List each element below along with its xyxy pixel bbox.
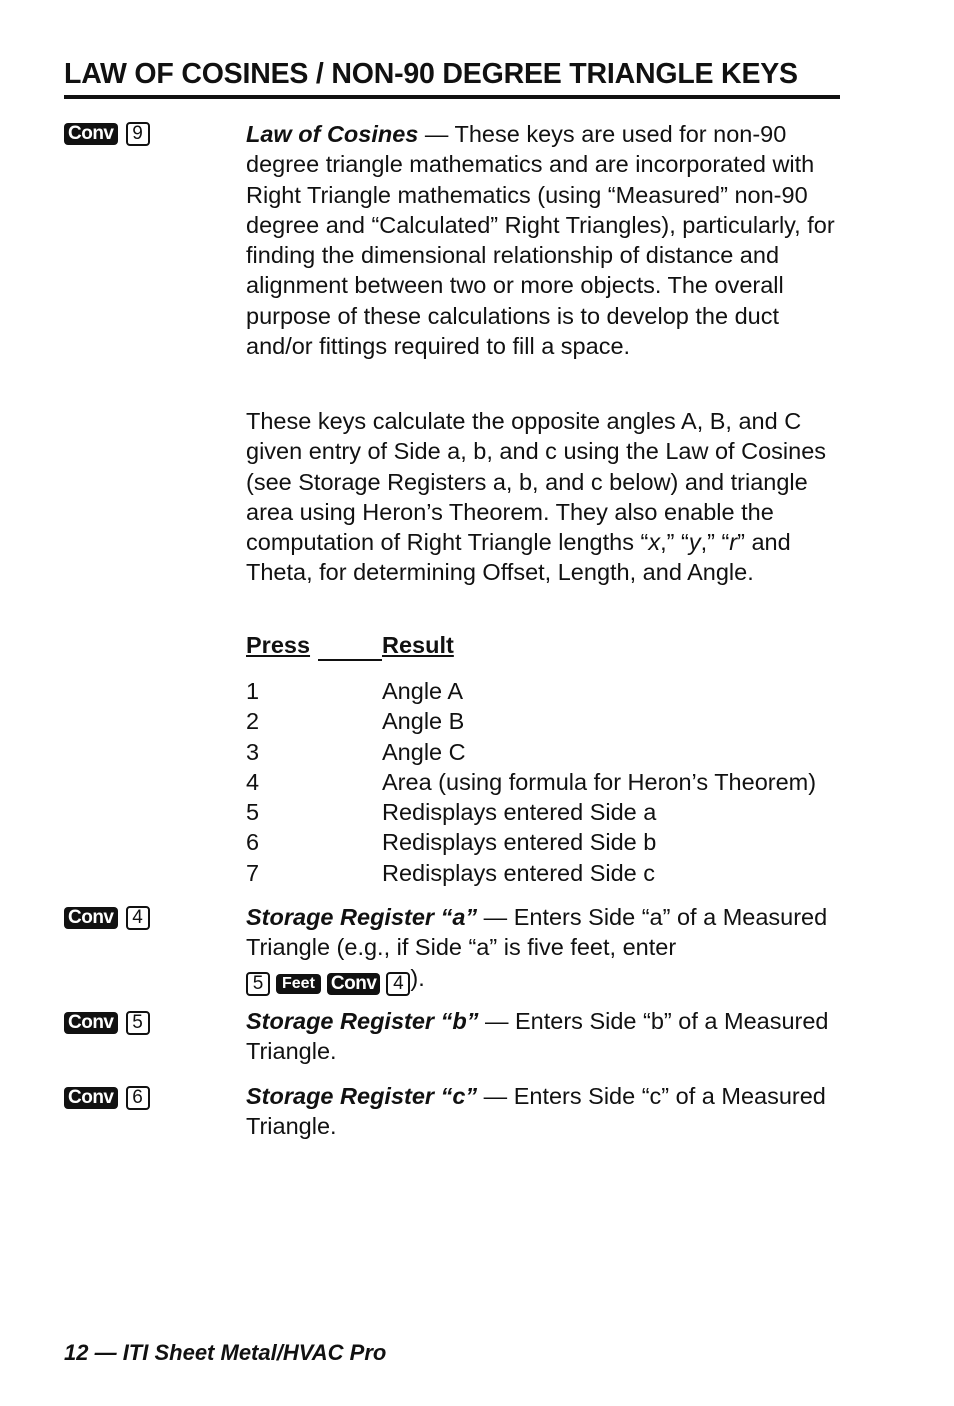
storage-register-c-text: — Enters Side “c” of a Measured Triangle. <box>246 1083 826 1140</box>
storage-register-c-description <box>246 1081 846 1142</box>
result-value: Angle B <box>382 708 465 735</box>
press-value: 3 <box>246 738 260 765</box>
press-value: 4 <box>246 768 260 795</box>
result-value: Redisplays entered Side a <box>382 799 657 826</box>
conv-key: Conv <box>64 1087 118 1109</box>
press-result-table <box>246 676 846 888</box>
conv-key: Conv <box>64 907 118 929</box>
law-of-cosines-description <box>246 119 846 361</box>
result-value: Angle A <box>382 678 464 704</box>
storage-register-a-text: — Enters Side “a” of a Measured Triangle (e.g., if Side “a” is five feet, enter <box>246 904 828 961</box>
result-value: Redisplays entered Side b <box>382 829 657 856</box>
example-key-sequence <box>246 972 410 996</box>
desc2-part3: ,” “ <box>700 529 730 556</box>
page-title: LAW OF COSINES / NON-90 DEGREE TRIANGLE KEYS <box>64 58 840 99</box>
var-x: x <box>648 529 661 556</box>
storage-register-b-description <box>246 1006 846 1067</box>
key-9: 9 <box>126 122 150 146</box>
result-value: Angle C <box>382 738 466 765</box>
desc2-part2: ,” “ <box>660 529 689 556</box>
conv-key: Conv <box>64 123 118 145</box>
table-row <box>246 676 846 706</box>
law-of-cosines-term: Law of Cosines <box>246 121 419 147</box>
conv-6-keys <box>64 1086 150 1110</box>
press-value: 6 <box>246 829 260 856</box>
press-header: Press <box>246 632 311 658</box>
key-4: 4 <box>386 972 410 996</box>
storage-register-a-term: Storage Register “a” <box>246 904 478 930</box>
press-value: 1 <box>246 678 260 704</box>
storage-register-a-description <box>246 902 846 996</box>
table-row <box>246 858 846 888</box>
law-of-cosines-text: — These keys are used for non-90 degree triangle mathematics and are incorporated with Right Triangle mathematics (using “Measured” non-90 degree and “Calculated” Right Triangles), particularly, for finding the dimensional relationship of distance and alignment between two or more objects. The overall purpose of these calculations is to develop the duct and/or fittings required to fill a space. <box>246 121 835 360</box>
conv-key: Conv <box>64 1012 118 1034</box>
result-value: Area (using formula for Heron’s Theorem) <box>382 768 817 795</box>
conv-4-keys <box>64 906 150 930</box>
table-row <box>246 737 846 767</box>
table-row <box>246 797 846 827</box>
storage-register-b-term: Storage Register “b” <box>246 1008 479 1034</box>
law-of-cosines-description-2 <box>246 406 846 588</box>
storage-register-c-term: Storage Register “c” <box>246 1083 478 1109</box>
conv-9-keys <box>64 122 150 146</box>
page-footer: 12 — ITI Sheet Metal/HVAC Pro <box>64 1340 387 1365</box>
var-r: r <box>729 529 738 556</box>
press-value: 5 <box>246 799 260 826</box>
key-4: 4 <box>126 906 150 930</box>
storage-register-a-end: ). <box>410 964 425 991</box>
table-row <box>246 767 846 797</box>
table-row <box>246 706 846 736</box>
press-value: 2 <box>246 708 260 735</box>
conv-5-keys <box>64 1011 150 1035</box>
press-value: 7 <box>246 859 260 886</box>
key-5: 5 <box>246 972 270 996</box>
key-6: 6 <box>126 1086 150 1110</box>
header-underline <box>318 659 382 661</box>
press-result-header <box>246 632 546 662</box>
result-value: Redisplays entered Side c <box>382 859 656 886</box>
desc2-part4: ” and Theta, for determining Offset, Length, and Angle. <box>246 529 791 586</box>
storage-register-b-text: — Enters Side “b” of a Measured Triangle. <box>246 1008 829 1065</box>
conv-key: Conv <box>327 973 381 995</box>
result-header: Result <box>382 632 454 658</box>
table-row <box>246 827 846 857</box>
key-5: 5 <box>126 1011 150 1035</box>
feet-key: Feet <box>276 974 321 994</box>
var-y: y <box>688 529 701 556</box>
desc2-part1: These keys calculate the opposite angles A, B, and C given entry of Side a, b, and c using the Law of Cosines (see Storage Registers a, b, and c below) and triangle area using Heron’s Theorem. They also enable the computation of Right Triangle lengths “ <box>246 408 827 556</box>
